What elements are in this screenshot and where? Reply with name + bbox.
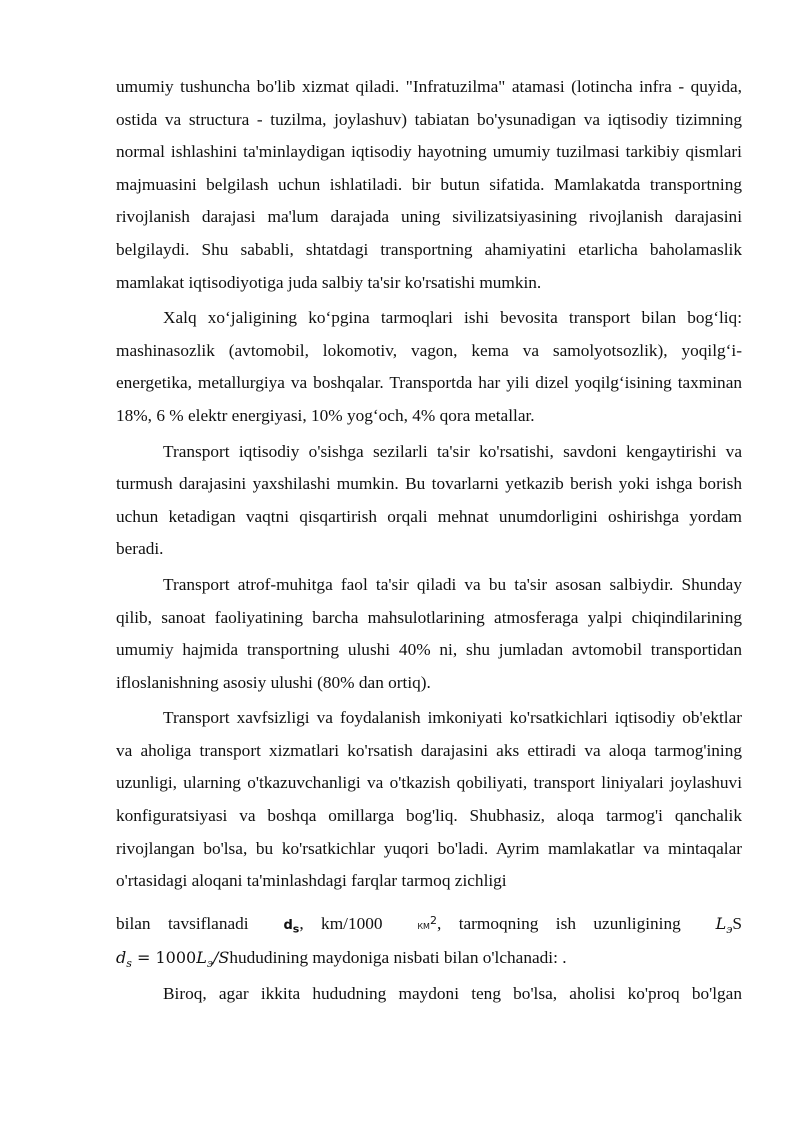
formula-text-b: , km/1000 <box>299 913 383 933</box>
length-symbol: $L_э$ <box>715 913 733 937</box>
paragraph-4: Transport atrof-muhitga faol ta'sir qiladi va bu ta'sir asosan salbiydir. Shunday qilib, sanoat faoliyatining barcha mahsulotlarining atmosferaga yalpi chiqindilarining umumiy hajmida transportning ulushi 40% ni, shu jumladan avtomobil transportidan ifloslanishning asosiy ulushi (80% dan ortiq). <box>116 574 742 692</box>
paragraph-1: umumiy tushuncha bo'lib xizmat qiladi. "Infratuzilma" atamasi (lotincha infra - quyida, ostida va structura - tuzilma, joylashuv) tabiatan bo'ysunadigan va iqtisodiy tizimning normal ishlashini ta'minlaydigan iqtisodiy hayotning umumiy tuzilmasi tarkibiy qismlari majmuasini belgilash uchun ishlatiladi. bir butun sifatida. Mamlakatda transportning rivojlanish darajasi ma'lum darajada uning sivilizatsiyasining rivojlanish darajasini belgilaydi. Shu sababli, shtatdagi transportning ahamiyatini etarlicha baholamaslik mamlakat iqtisodiyotiga juda salbiy ta'sir ko'rsatishi mumkin. <box>116 77 742 292</box>
paragraph-3: Transport iqtisodiy o'sishga sezilarli ta'sir ko'rsatishi, savdoni kengaytirishi va turmush darajasini yaxshilashi mumkin. Bu tovarlarni yetkazib berish yoki ishga borish uchun ketadigan vaqtni qisqartirish orqali mehnat unumdorligini oshirishga yordam beradi. <box>116 441 742 559</box>
density-formula: $d_s = 1000L_э/S$ <box>116 948 230 971</box>
formula-line-1 <box>116 908 742 943</box>
paragraph-6: Biroq, agar ikkita hududning maydoni teng bo'lsa, aholisi ko'proq bo'lgan <box>163 984 742 1004</box>
unit-km2: $км^2$ <box>417 913 437 932</box>
formula-text-a: bilan tavsiflanadi <box>116 913 249 933</box>
paragraph-2: Xalq xoʻjaligining koʻpgina tarmoqlari ishi bevosita transport bilan bogʻliq: mashinasozlik (avtomobil, lokomotiv, vagon, kema va samolyotsozlik), yoqilgʻi-energetika, metallurgiya va boshqalar. Transportda har yili dizel yoqilgʻisining taxminan 18%, 6 % elektr energiyasi, 10% yogʻoch, 4% qora metallar. <box>116 308 742 425</box>
paragraph-5: Transport xavfsizligi va foydalanish imkoniyati ko'rsatkichlari iqtisodiy ob'ektlar va aholiga transport xizmatlari ko'rsatish darajasini aks ettiradi va aloqa tarmog'ining uzunligi, ularning o'tkazuvchanligi va o'tkazish qobiliyati, transport liniyalari joylashuvi konfiguratsiyasi va boshqa omillarga bog'liq. Shubhasiz, aloqa tarmog'i qanchalik rivojlangan bo'lsa, bu ko'rsatkichlar yuqori bo'ladi. Ayrim mamlakatlar va mintaqalar o'rtasidagi aloqani ta'minlashdagi farqlar tarmoq zichligi <box>116 708 742 891</box>
area-symbol: S <box>732 913 743 933</box>
formula-line-2 <box>116 942 742 975</box>
formula-block <box>116 908 742 975</box>
formula-text-c: , tarmoqning ish uzunligining <box>436 913 681 933</box>
density-symbol: $d_s$ <box>283 917 300 936</box>
formula-line-2-text: hududining maydoniga nisbati bilan o'lchanadi: . <box>229 948 567 968</box>
